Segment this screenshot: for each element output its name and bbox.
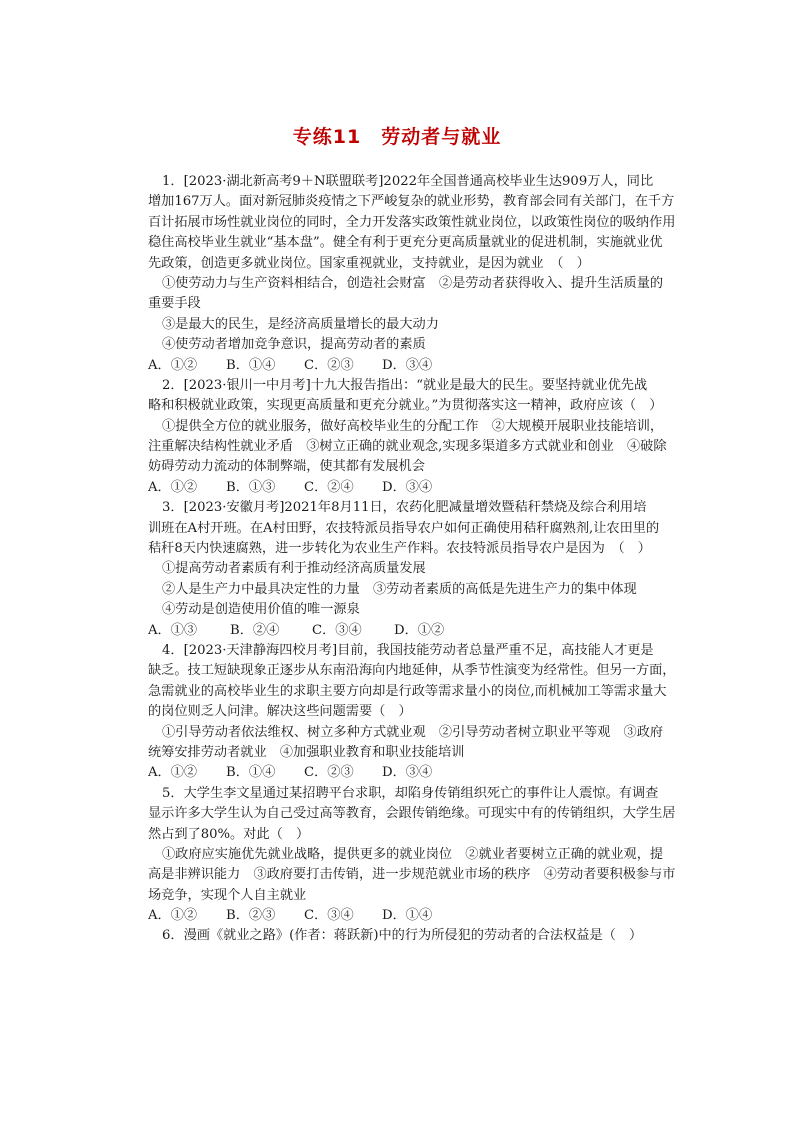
- statement-line: ①提供全方位的就业服务，做好高校毕业生的分配工作 ②大规模开展职业技能培训，: [162, 418, 664, 434]
- question-2: [148, 376, 688, 498]
- question-stem-line: 秸秆8天内快速腐熟，进一步转化为农业生产作料。农技特派员指导农户是因为 （ ）: [148, 541, 651, 557]
- answer-option[interactable]: D．③④: [382, 479, 433, 495]
- question-stem-line: 先政策，创造更多就业岗位。国家重视就业，支持就业，是因为就业 （ ）: [148, 255, 590, 271]
- question-stem-line: 4．[2023·天津静海四校月考]目前，我国技能劳动者总量严重不足，高技能人才更是: [162, 642, 654, 658]
- answer-option[interactable]: B．①④: [226, 357, 276, 373]
- question-stem-line: 百计拓展市场性就业岗位的同时，全力开发落实政策性就业岗位，以政策性岗位的吸纳作用: [148, 214, 676, 230]
- answer-option[interactable]: A．①③: [148, 622, 198, 638]
- statement-line: ①引导劳动者依法维权、树立多种方式就业观 ②引导劳动者树立职业平等观 ③政府: [162, 724, 664, 740]
- answer-option[interactable]: B．②③: [226, 908, 276, 924]
- answer-options: [148, 763, 688, 783]
- answer-option[interactable]: A．①②: [148, 765, 198, 781]
- answer-option[interactable]: D．③④: [382, 765, 433, 781]
- question-stem-line: 1．[2023·湖北新高考9＋N联盟联考]2022年全国普通高校毕业生达909万人，同比: [162, 174, 654, 189]
- question-stem-line: 急需就业的高校毕业生的求职主要方向却是行政等需求量小的岗位,而机械加工等需求量大: [148, 683, 667, 699]
- question-6: [148, 926, 688, 946]
- question-stem-line: 缺乏。技工短缺现象正逐步从东南沿海向内地延伸，从季节性演变为经常性。但另一方面，: [148, 663, 676, 679]
- answer-option[interactable]: D．③④: [382, 357, 433, 373]
- statement-line: ②人是生产力中最具决定性的力量 ③劳动者素质的高低是先进生产力的集中体现: [162, 581, 637, 597]
- answer-option[interactable]: B．②④: [230, 622, 280, 638]
- statement-line: 统筹安排劳动者就业 ④加强职业教育和职业技能培训: [148, 744, 465, 760]
- statement-line: 注重解决结构性就业矛盾 ③树立正确的就业观念,实现多渠道多方式就业和创业 ④破除: [148, 439, 667, 455]
- question-3: [148, 498, 688, 641]
- question-stem-line: 2．[2023·银川一中月考]十九大报告指出：“就业是最大的民生。要坚持就业优先战: [162, 377, 648, 393]
- statement-line: 高是非辨识能力 ③政府要打击传销，进一步规范就业市场的秩序 ④劳动者要积极参与市: [148, 867, 676, 883]
- answer-options: [148, 356, 688, 376]
- question-stem-line: 显示许多大学生认为自己受过高等教育，会跟传销绝缘。可现实中有的传销组织，大学生居: [148, 806, 676, 822]
- question-stem-line: 训班在A村开班。在A村田野，农技特派员指导农户如何正确使用秸秆腐熟剂,让农田里的: [148, 520, 660, 536]
- answer-options: [148, 621, 688, 641]
- answer-options: [148, 478, 688, 498]
- answer-option[interactable]: B．①③: [226, 479, 276, 495]
- statement-line: ③是最大的民生，是经济高质量增长的最大动力: [162, 316, 439, 332]
- answer-option[interactable]: C．②④: [304, 479, 354, 495]
- answer-options: [148, 906, 688, 926]
- answer-option[interactable]: C．②③: [304, 765, 354, 781]
- question-stem-line: 3．[2023·安徽月考]2021年8月11日，农药化肥减量增效暨秸秆禁烧及综合利用培: [162, 500, 647, 516]
- answer-option[interactable]: D．①④: [382, 908, 433, 924]
- question-stem-line: 增加167万人。面对新冠肺炎疫情之下严峻复杂的就业形势，教育部会同有关部门，在千方: [148, 194, 675, 210]
- answer-option[interactable]: A．①②: [148, 357, 198, 373]
- question-stem-line: 的岗位则乏人问津。解决这些问题需要（ ）: [148, 704, 412, 720]
- answer-option[interactable]: C．②③: [304, 357, 354, 373]
- question-stem-line: 然占到了80%。对此（ ）: [148, 826, 310, 842]
- answer-option[interactable]: A．①②: [148, 479, 198, 495]
- statement-line: ④劳动是创造使用价值的唯一源泉: [162, 602, 360, 618]
- statement-line: ①政府应实施优先就业战略，提供更多的就业岗位 ②就业者要树立正确的就业观，提: [162, 846, 664, 862]
- answer-option[interactable]: B．①④: [226, 765, 276, 781]
- question-stem-line: 略和积极就业政策，实现更高质量和更充分就业。”为贯彻落实这一精神，政府应该（ ）: [148, 398, 663, 414]
- answer-option[interactable]: A．①②: [148, 908, 198, 924]
- statement-line: ①使劳动力与生产资料相结合，创造社会财富 ②是劳动者获得收入、提升生活质量的: [162, 275, 664, 291]
- question-stem-line: 稳住高校毕业生就业“基本盘”。健全有利于更充分更高质量就业的促进机制，实施就业优: [148, 235, 663, 251]
- question-4: [148, 641, 688, 784]
- statement-line: 妨碍劳动力流动的体制弊端，使其都有发展机会: [148, 459, 425, 475]
- answer-option[interactable]: D．①②: [394, 622, 445, 638]
- answer-option[interactable]: C．③④: [312, 622, 362, 638]
- answer-option[interactable]: C．③④: [304, 908, 354, 924]
- question-stem-line: 5．大学生李文星通过某招聘平台求职，却陷身传销组织死亡的事件让人震惊。有调查: [162, 785, 659, 801]
- statement-line: ①提高劳动者素质有利于推动经济高质量发展: [162, 561, 426, 577]
- statement-line: 重要手段: [148, 296, 201, 312]
- statement-line: ④使劳动者增加竞争意识，提高劳动者的素质: [162, 337, 426, 353]
- question-5: [148, 784, 688, 927]
- question-1: [148, 172, 688, 376]
- question-list: [148, 172, 688, 947]
- statement-line: 场竞争，实现个人自主就业: [148, 887, 307, 903]
- page-title: 专练11 劳动者与就业: [292, 126, 502, 148]
- question-stem-line: 6．漫画《就业之路》(作者：蒋跃新)中的行为所侵犯的劳动者的合法权益是（ ）: [162, 928, 643, 944]
